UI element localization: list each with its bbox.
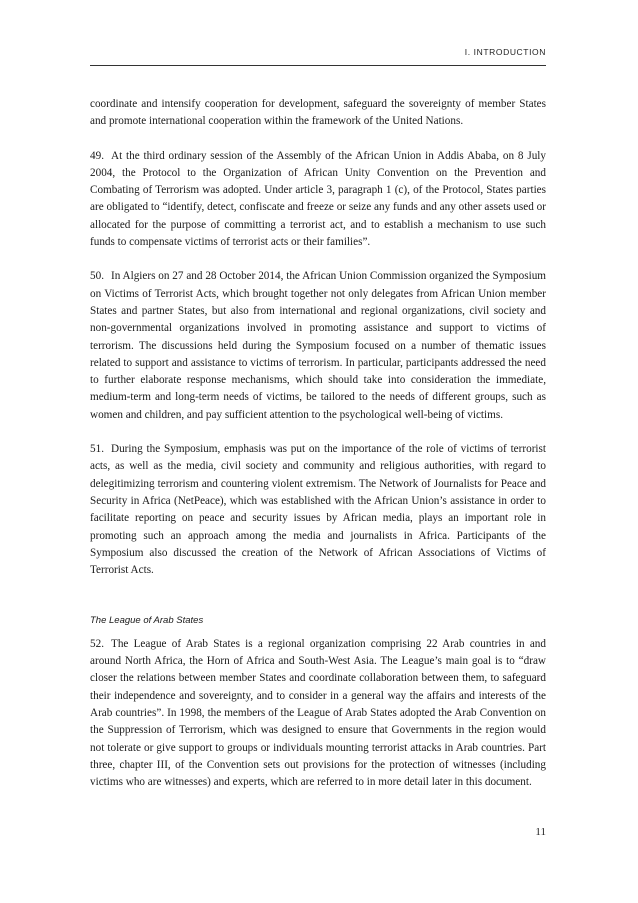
paragraph-text: coordinate and intensify cooperation for development, safeguard the sovereignty of member States and promote international cooperation within the framework of the United Nations. [90, 98, 546, 128]
running-head: I. INTRODUCTION [464, 47, 546, 57]
paragraph-number: 52. [90, 637, 104, 650]
header-rule [90, 65, 546, 66]
paragraph-number: 51. [90, 443, 104, 456]
paragraph-52 [90, 636, 546, 792]
paragraph-text: The League of Arab States is a regional organization comprising 22 Arab countries in and around North Africa, the Horn of Africa and South-West Asia. The League’s main goal is to “draw closer the relations between member States and coordinate collaboration between them, to safeguard their independence and sovereignty, and to consider in a general way the affairs and interests of the Arab countries”. In 1998, the members of the League of Arab States adopted the Arab Convention on the Suppression of Terrorism, which was designed to ensure that Governments in the region would not tolerate or give support to groups or individuals mounting terrorist attacks in Arab countries. Part three, chapter III, of the Convention sets out provisions for the protection of witnesses (including victims who are witnesses) and experts, which are referred to in more detail later in this document. [90, 637, 546, 789]
body-text [90, 96, 546, 791]
paragraph-50 [90, 268, 546, 424]
paragraph-text: At the third ordinary session of the Assembly of the African Union in Addis Ababa, on 8 July 2004, the Protocol to the Organization of African Unity Convention on the Prevention and Combating of Terrorism was adopted. Under article 3, paragraph 1 (c), of the Protocol, States parties are obligated to “identify, detect, confiscate and freeze or seize any funds and any other assets used or allocated for the purpose of committing a terrorist act, and to establish a mechanism to use such funds to compensate victims of terrorist acts or their families”. [90, 149, 546, 249]
paragraph-number: 49. [90, 149, 104, 162]
page-number: 11 [535, 826, 546, 838]
paragraph-continuation [90, 96, 546, 131]
section-heading: The League of Arab States [90, 615, 204, 627]
paragraph-49 [90, 148, 546, 252]
paragraph-51 [90, 441, 546, 579]
paragraph-number: 50. [90, 270, 104, 283]
paragraph-text: During the Symposium, emphasis was put on the importance of the role of victims of terrorist acts, as well as the media, civil society and community and religious authorities, with regard to delegitimizing terrorism and countering violent extremism. The Network of Journalists for Peace and Security in Africa (NetPeace), which was established with the African Union’s assistance in order to facilitate reporting on peace and security issues by African media, plays an important role in promoting such an approach among the media and journalists in Africa. Participants of the Symposium also discussed the creation of the Network of African Associations of Victims of Terrorist Acts. [90, 443, 546, 577]
paragraph-text: In Algiers on 27 and 28 October 2014, the African Union Commission organized the Symposium on Victims of Terrorist Acts, which brought together not only delegates from African Union member States and partner States, but also from international and regional organizations, civil society and non-governmental organizations involved in promoting assistance and support to victims of terrorism. The discussions held during the Symposium focused on a number of thematic issues related to support and assistance to victims of terrorism. In particular, participants addressed the need to further elaborate response mechanisms, which should take into consideration the immediate, medium-term and long-term needs of victims, be tailored to the needs of different groups, such as women and children, and pay sufficient attention to the psychological well-being of victims. [90, 270, 546, 421]
